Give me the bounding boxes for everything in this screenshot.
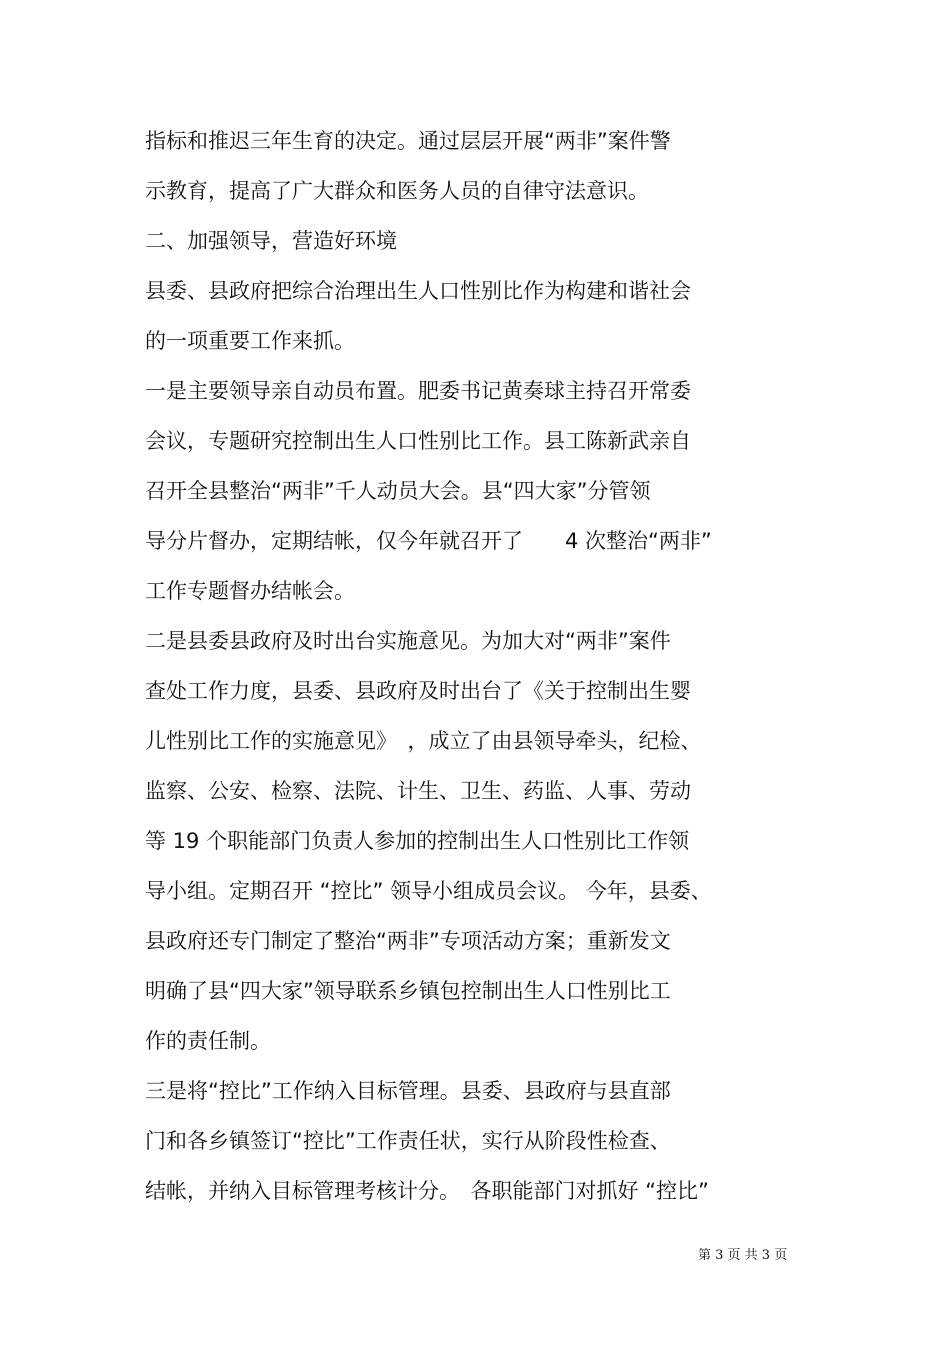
page-footer: 第 3 页 共 3 页 bbox=[698, 1248, 788, 1263]
text-line-8: 召开全县整治“两非”千人动员大会。县“四大家”分管领 bbox=[145, 479, 651, 503]
text-line-7: 会议，专题研究控制出生人口性别比工作。县工陈新武亲自 bbox=[145, 429, 691, 453]
text-line-22: 结帐，并纳入目标管理考核计分。 各职能部门对抓好 “控比” bbox=[145, 1179, 709, 1203]
text-line-11: 二是县委县政府及时出台实施意见。为加大对“两非”案件 bbox=[145, 629, 671, 653]
text-line-14: 监察、公安、检察、法院、计生、卫生、药监、人事、劳动 bbox=[145, 779, 691, 803]
section-heading: 二、加强领导，营造好环境 bbox=[145, 229, 397, 253]
text-line-2: 示教育，提高了广大群众和医务人员的自律守法意识。 bbox=[145, 179, 649, 203]
text-line-21: 门和各乡镇签订“控比”工作责任状，实行从阶段性检查、 bbox=[145, 1129, 671, 1153]
text-line-6: 一是主要领导亲自动员布置。肥委书记黄奏球主持召开常委 bbox=[145, 379, 691, 403]
text-line-10: 工作专题督办结帐会。 bbox=[145, 579, 355, 603]
text-line-18: 明确了县“四大家”领导联系乡镇包控制出生人口性别比工 bbox=[145, 979, 671, 1003]
text-line-13: 儿性别比工作的实施意见》 ，成立了由县领导牵头，纪检、 bbox=[145, 729, 702, 753]
text-line-17: 县政府还专门制定了整治“两非”专项活动方案；重新发文 bbox=[145, 929, 671, 953]
text-line-4: 县委、县政府把综合治理出生人口性别比作为构建和谐社会 bbox=[145, 279, 691, 303]
text-line-20: 三是将“控比”工作纳入目标管理。县委、县政府与县直部 bbox=[145, 1079, 671, 1103]
text-line-12: 查处工作力度，县委、县政府及时出台了《关于控制出生婴 bbox=[145, 679, 691, 703]
text-line-9: 导分片督办，定期结帐，仅今年就召开了 4 次整治“两非” bbox=[145, 529, 712, 553]
text-line-19: 作的责任制。 bbox=[145, 1029, 271, 1053]
text-line-1: 指标和推迟三年生育的决定。通过层层开展“两非”案件警 bbox=[145, 129, 671, 153]
text-line-15: 等 19 个职能部门负责人参加的控制出生人口性别比工作领 bbox=[145, 829, 690, 853]
text-line-5: 的一项重要工作来抓。 bbox=[145, 329, 355, 353]
text-line-16: 导小组。定期召开 “控比” 领导小组成员会议。 今年，县委、 bbox=[145, 879, 712, 903]
